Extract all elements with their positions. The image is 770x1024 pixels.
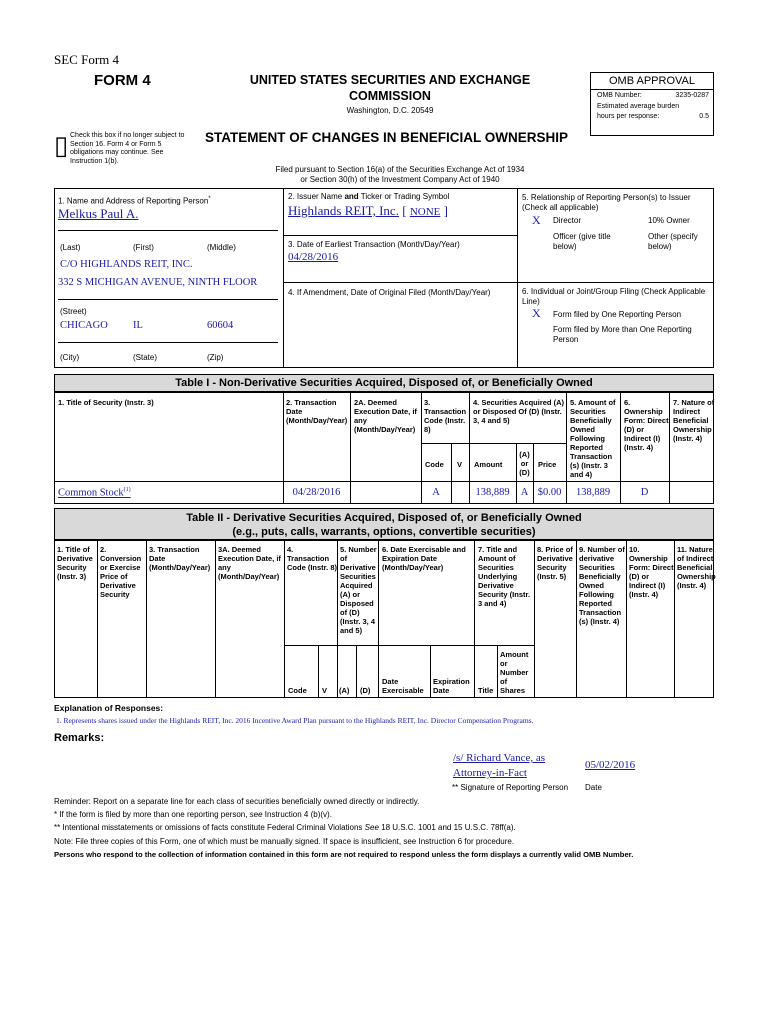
omb-title: OMB APPROVAL	[591, 73, 713, 90]
state-value: IL	[133, 320, 143, 331]
zip-label: (Zip)	[207, 353, 224, 362]
zip-value: 60604	[207, 320, 234, 331]
t1-h6: 6. Ownership Form: Direct (D) or Indirect (I) (Instr. 4)	[624, 398, 669, 452]
street-label: (Street)	[60, 307, 87, 316]
t2-h3a: 3A. Deemed Execution Date, if any (Month/Day/Year)	[218, 545, 281, 581]
omb-hours-value: 0.5	[699, 113, 709, 120]
table1-title: Table I - Non-Derivative Securities Acquired, Disposed of, or Beneficially Owned	[175, 377, 593, 389]
first-label: (First)	[133, 243, 154, 252]
officer-label: Officer (give title below)	[553, 232, 611, 251]
t2-h6: 6. Date Exercisable and Expiration Date (Month/Day/Year)	[382, 545, 466, 572]
t2-h9: 9. Number of derivative Securities Beneficially Owned Following Reported Transaction (s) (Instr. 4)	[579, 545, 625, 626]
explanation-note1: 1. Represents shares issued under the Highlands REIT, Inc. 2016 Incentive Award Plan pursuant to the Highlands REIT, Inc. Director Compensation Programs.	[56, 716, 534, 725]
relationship-label: 5. Relationship of Reporting Person(s) to Issuer (Check all applicable)	[522, 193, 691, 212]
filed-pursuant: Filed pursuant to Section 16(a) of the Securities Exchange Act of 1934 or Section 30(h) of the Investment Company Act of 1940	[275, 165, 525, 184]
earliest-txn-label: 3. Date of Earliest Transaction (Month/Day/Year)	[288, 240, 460, 249]
signature-date: 05/02/2016	[585, 759, 636, 771]
footer-reminder: Reminder: Report on a separate line for each class of securities beneficially owned directly or indirectly.	[54, 797, 420, 806]
t1-sub-ad: (A) or (D)	[519, 450, 530, 477]
t2-h7: 7. Title and Amount of Securities Underlying Derivative Security (Instr. 3 and 4)	[478, 545, 531, 608]
t1-h4: 4. Securities Acquired (A) or Disposed Of (D) (Instr. 3, 4 and 5)	[473, 398, 564, 425]
more-person-label: Form filed by More than One Reporting Person	[553, 325, 692, 344]
footer-note4: Persons who respond to the collection of information contained in this form are not required to respond unless the form displays a currently valid OMB Number.	[54, 850, 634, 859]
table1-title-bar	[54, 374, 714, 392]
footer-note2: ** Intentional misstatements or omissions of facts constitute Federal Criminal Violations See 18 U.S.C. 1001 and 15 U.S.C. 78ff(a).	[54, 823, 516, 832]
footer-note1: * If the form is filed by more than one reporting person, see Instruction 4 (b)(v).	[54, 810, 332, 819]
t2-h8: 8. Price of Derivative Security (Instr. 5)	[537, 545, 573, 581]
t1-h1: 1. Title of Security (Instr. 3)	[58, 398, 154, 407]
t2-h10: 10. Ownership Form: Direct (D) or Indirect (I) (Instr. 4)	[629, 545, 674, 599]
one-person-mark[interactable]: X	[532, 306, 541, 320]
agency-location: Washington, D.C. 20549	[346, 106, 434, 115]
t1-row-price: $0.00	[537, 487, 562, 498]
t2-sub-title: Title	[478, 686, 494, 695]
t1-h2: 2. Transaction Date (Month/Day/Year)	[286, 398, 348, 425]
omb-number-label: OMB Number:	[597, 92, 642, 99]
t2-sub-exercisable: Date Exercisable	[382, 677, 424, 695]
issuer-label: 2. Issuer Name and Ticker or Trading Symbol	[288, 192, 450, 201]
t2-h4: 4. Transaction Code (Instr. 8)	[287, 545, 338, 572]
issuer-name[interactable]: Highlands REIT, Inc.	[288, 203, 399, 218]
statement-title: STATEMENT OF CHANGES IN BENEFICIAL OWNERSHIP	[205, 130, 569, 145]
t1-row-owned: 138,889	[575, 487, 611, 498]
reporting-person-name[interactable]: Melkus Paul A.	[58, 206, 139, 221]
reporting-person-label: 1. Name and Address of Reporting Person*	[58, 196, 211, 206]
t1-h3: 3. Transaction Code (Instr. 8)	[424, 398, 467, 434]
other-label: Other (specify below)	[648, 232, 698, 251]
t1-row-amount: 138,889	[475, 487, 510, 498]
t2-sub-amount: Amount or Number of Shares	[500, 650, 529, 695]
section16-checkbox[interactable]: ▯	[54, 130, 69, 160]
amendment-label: 4. If Amendment, Date of Original Filed (Month/Day/Year)	[288, 288, 491, 297]
issuer-ticker[interactable]: NONE	[409, 206, 441, 218]
t1-h2a: 2A. Deemed Execution Date, if any (Month/Day/Year)	[354, 398, 417, 434]
signature-label: ** Signature of Reporting Person	[452, 783, 569, 792]
section16-checkbox-text: Check this box if no longer subject to Section 16. Form 4 or Form 5 obligations may continue. See Instruction 1(b).	[70, 132, 185, 165]
t1-row-ad: A	[520, 487, 529, 498]
t2-h1: 1. Title of Derivative Security (Instr. 3)	[57, 545, 93, 581]
table2-title: Table II - Derivative Securities Acquired, Disposed of, or Beneficially Owned (e.g., puts, calls, warrants, options, convertible securities)	[186, 512, 582, 538]
t1-sub-amount: Amount	[474, 460, 503, 469]
t2-h11: 11. Nature of Indirect Beneficial Ownership (Instr. 4)	[677, 545, 716, 590]
t2-sub-expiration: Expiration Date	[433, 677, 470, 695]
address-line2: 332 S MICHIGAN AVENUE, NINTH FLOOR	[58, 277, 258, 288]
t2-sub-v: V	[322, 686, 328, 695]
footer-note3: Note: File three copies of this Form, one of which must be manually signed. If space is insufficient, see Instruction 6 for procedure.	[54, 837, 515, 846]
t1-row-form: D	[640, 487, 649, 498]
t2-h3: 3. Transaction Date (Month/Day/Year)	[149, 545, 211, 572]
t1-h5: 5. Amount of Securities Beneficially Owned Following Reported Transaction (s) (Instr. 3 and 4)	[570, 398, 616, 479]
omb-number-value: 3235-0287	[675, 92, 709, 99]
earliest-txn-date: 04/28/2016	[288, 251, 339, 263]
city-value: CHICAGO	[60, 320, 108, 331]
t1-h7: 7. Nature of Indirect Beneficial Ownership (Instr. 4)	[673, 398, 715, 443]
city-label: (City)	[60, 353, 80, 362]
t1-row-date: 04/28/2016	[292, 487, 341, 498]
signature: /s/ Richard Vance, as Attorney-in-Fact	[453, 752, 546, 779]
issuer-name-line: Highlands REIT, Inc. [ NONE ]	[288, 203, 448, 218]
t1-row-code: A	[432, 487, 440, 498]
last-label: (Last)	[60, 243, 81, 252]
t1-sub-v: V	[457, 460, 463, 469]
one-person-label: Form filed by One Reporting Person	[553, 310, 682, 319]
ten-pct-owner-label: 10% Owner	[648, 216, 690, 225]
middle-label: (Middle)	[207, 243, 236, 252]
explanation-label: Explanation of Responses:	[54, 703, 164, 713]
filing-label: 6. Individual or Joint/Group Filing (Check Applicable Line)	[522, 287, 706, 306]
table2-title-bar	[54, 508, 714, 540]
omb-hours-label: hours per response:	[597, 113, 660, 120]
omb-burden-label: Estimated average burden	[597, 102, 680, 110]
t2-sub-d: (D)	[360, 686, 371, 695]
director-label: Director	[553, 216, 582, 225]
date-label: Date	[585, 783, 602, 792]
t2-sub-code: Code	[288, 686, 307, 695]
director-mark[interactable]: X	[532, 213, 541, 227]
form-title: FORM 4	[94, 72, 151, 89]
agency-name: UNITED STATES SECURITIES AND EXCHANGE COMMISSION	[249, 73, 531, 103]
address-line1: C/O HIGHLANDS REIT, INC.	[60, 259, 193, 270]
state-label: (State)	[133, 353, 158, 362]
t1-sub-price: Price	[538, 460, 557, 469]
t1-sub-code: Code	[425, 460, 444, 469]
t2-h2: 2. Conversion or Exercise Price of Derivative Security	[100, 545, 142, 599]
t1-row-title: Common Stock$^{(1)}$	[58, 487, 131, 499]
omb-approval-box	[590, 72, 714, 136]
remarks-label: Remarks:	[54, 732, 105, 744]
t2-h5: 5. Number of Derivative Securities Acquired (A) or Disposed of (D) (Instr. 3, 4 and 5)	[340, 545, 377, 635]
sec-form-label: SEC Form 4	[54, 52, 120, 67]
t2-sub-a: (A)	[339, 686, 350, 695]
